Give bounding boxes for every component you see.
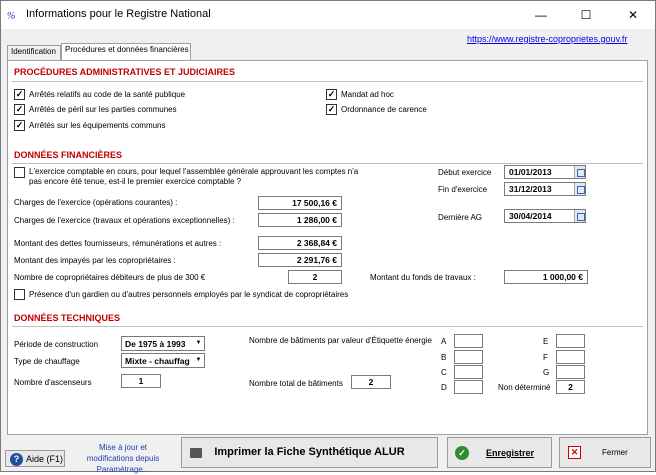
label-impayes: Montant des impayés par les copropriétaires : [14,256,176,265]
financial-section-title: DONNÉES FINANCIÈRES [14,150,123,160]
close-icon: ✕ [568,446,581,459]
label-debiteurs: Nombre de copropriétaires débiteurs de plus de 300 € [14,273,206,282]
debut-exercice-date[interactable] [504,165,586,179]
energy-a-field[interactable] [454,334,483,348]
help-icon: ? [10,453,23,466]
fonds-travaux-field[interactable]: 1 000,00 € [504,270,588,284]
energy-e-field[interactable] [556,334,585,348]
label-energy-e: E [543,337,549,346]
energy-g-field[interactable] [556,365,585,379]
fin-exercice-date[interactable] [504,182,586,196]
chevron-down-icon[interactable]: ▼ [193,354,204,367]
periode-construction-select[interactable] [121,336,205,351]
label-dettes: Montant des dettes fournisseurs, rémunérations et autres : [14,239,222,248]
label-energy-c: C [441,368,447,377]
label-ascenseurs: Nombre d'ascenseurs [14,378,92,387]
label-derniere-ag: Dernière AG [438,213,483,222]
app-logo-icon [7,8,21,22]
checkbox-premier-exercice[interactable] [14,167,25,178]
non-determine-field[interactable]: 2 [556,380,585,394]
calendar-icon[interactable] [574,183,585,195]
fin-exercice-value: 31/12/2013 [509,184,552,194]
label-type-chauffage: Type de chauffage [14,357,80,366]
derniere-ag-date[interactable] [504,209,586,223]
save-button[interactable] [447,437,552,468]
chevron-down-icon[interactable]: ▼ [193,337,204,350]
label-energy-a: A [441,337,447,346]
label-non-determine: Non déterminé [498,383,551,392]
tab-panel [7,60,648,435]
energy-f-field[interactable] [556,350,585,364]
dettes-field[interactable]: 2 368,84 € [258,236,342,250]
type-chauffage-select[interactable] [121,353,205,368]
checkbox-ordonnance-carence[interactable]: ✓ [327,104,336,114]
debiteurs-field[interactable]: 2 [288,270,342,284]
label-arretes-sante: Arrêtés relatifs au code de la santé publique [29,90,186,99]
label-batiments-energie: Nombre de bâtiments par valeur d'Étiquette énergie [249,336,432,345]
label-energy-b: B [441,353,447,362]
checkbox-arretes-peril[interactable]: ✓ [15,104,24,114]
print-button-label: Imprimer la Fiche Synthétique ALUR [214,446,405,458]
derniere-ag-value: 30/04/2014 [509,211,552,221]
tab-identification[interactable]: Identification [7,45,61,60]
save-button-label: Enregistrer [486,448,535,458]
label-fonds-travaux: Montant du fonds de travaux : [370,273,476,282]
window-title: Informations pour le Registre National [26,8,211,20]
checkbox-arretes-sante[interactable]: ✓ [15,89,24,99]
section-divider [12,81,643,82]
section-divider [12,326,643,327]
energy-c-field[interactable] [454,365,483,379]
energy-d-field[interactable] [454,380,483,394]
calendar-icon[interactable] [574,166,585,178]
checkbox-gardien[interactable] [14,289,25,300]
checkmark-icon: ✓ [455,446,469,460]
print-alur-button[interactable] [181,437,438,468]
checkbox-arretes-equipements[interactable]: ✓ [15,120,24,130]
label-energy-d: D [441,383,447,392]
label-energy-f: F [543,353,548,362]
impayes-field[interactable]: 2 291,76 € [258,253,342,267]
label-ordonnance-carence: Ordonnance de carence [341,105,427,114]
calendar-icon[interactable] [574,210,585,222]
label-charges-courantes: Charges de l'exercice (opérations courantes) : [14,198,178,207]
svg-text:%: % [7,11,16,22]
close-window-button[interactable]: ✕ [627,8,639,22]
update-note-link[interactable]: Mise à jour et modifications depuis Paramétrage... [86,443,160,474]
label-arretes-equipements: Arrêtés sur les équipements communs [29,121,166,130]
title-bar [1,1,655,29]
help-button-label: Aide (F1) [26,454,64,464]
maximize-button[interactable]: ☐ [580,8,592,22]
charges-travaux-field[interactable]: 1 286,00 € [258,213,342,227]
charges-courantes-field[interactable]: 17 500,16 € [258,196,342,210]
energy-b-field[interactable] [454,350,483,364]
printer-icon [190,448,202,458]
section-divider [12,163,643,164]
close-button-label: Fermer [602,448,628,457]
label-fin-exercice: Fin d'exercice [438,185,488,194]
close-button[interactable] [559,437,651,468]
technical-section-title: DONNÉES TECHNIQUES [14,313,121,323]
label-mandat-ad-hoc: Mandat ad hoc [341,90,394,99]
label-debut-exercice: Début exercice [438,168,492,177]
help-button[interactable] [5,450,65,467]
minimize-button[interactable]: — [535,8,547,22]
label-total-batiments: Nombre total de bâtiments [249,379,343,388]
periode-construction-value: De 1975 à 1993 [125,339,186,349]
label-arretes-peril: Arrêtés de péril sur les parties communes [29,105,177,114]
type-chauffage-value: Mixte - chauffag [125,356,190,366]
registry-site-link[interactable]: https://www.registre-coproprietes.gouv.fr [467,34,628,44]
label-charges-travaux: Charges de l'exercice (travaux et opérations exceptionnelles) : [14,216,235,225]
label-premier-exercice: L'exercice comptable en cours, pour lequel l'assemblée générale approuvant les comptes n'a pas encore été tenue, est-il le premier exercice comptable ? [29,167,359,186]
tab-procedures[interactable]: Procédures et données financières [61,43,191,60]
label-gardien: Présence d'un gardien ou d'autres personnels employés par le syndicat de copropriétaires [29,290,349,299]
ascenseurs-field[interactable]: 1 [121,374,161,388]
total-batiments-field[interactable]: 2 [351,375,391,389]
checkbox-mandat-ad-hoc[interactable]: ✓ [327,89,336,99]
label-energy-g: G [543,368,550,377]
label-periode-construction: Période de construction [14,340,99,349]
procedures-section-title: PROCÉDURES ADMINISTRATIVES ET JUDICIAIRES [14,67,236,77]
debut-exercice-value: 01/01/2013 [509,167,552,177]
